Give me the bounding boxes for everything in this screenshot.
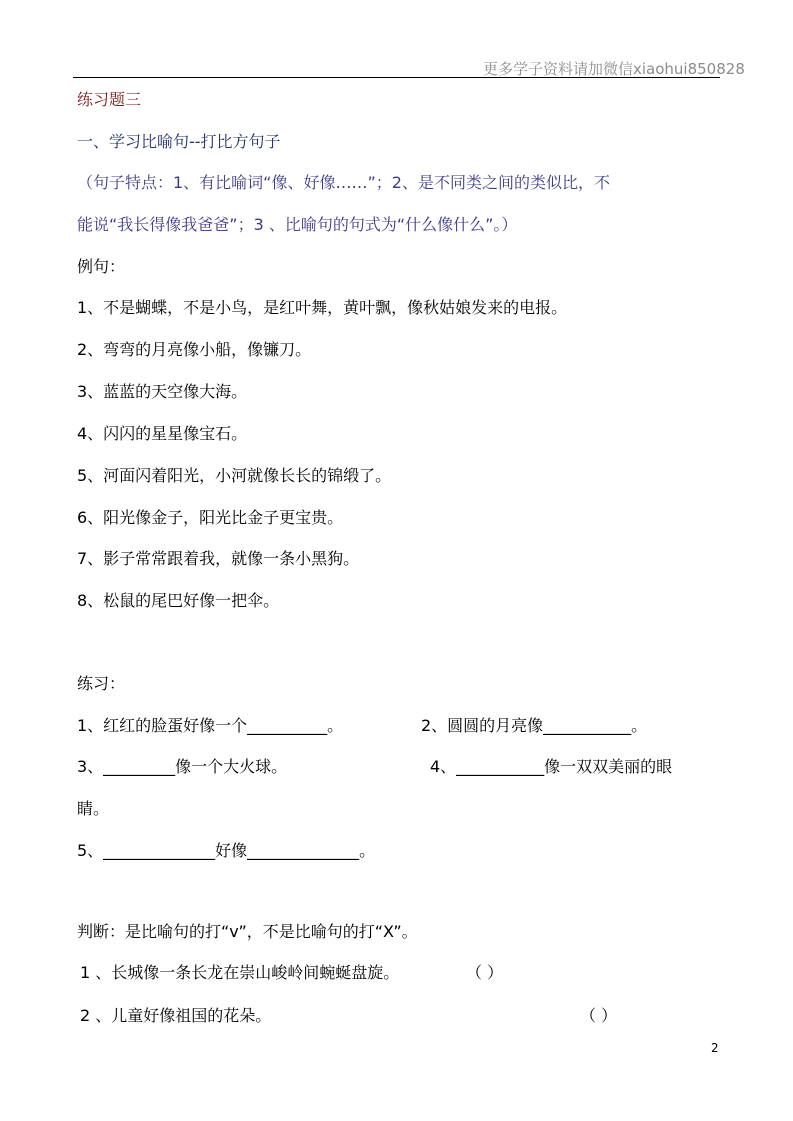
practice-q5: 5、______________好像______________。 bbox=[77, 841, 376, 860]
judge-item-blank: （ ） bbox=[466, 963, 504, 982]
example-item: 5、河面闪着阳光，小河就像长长的锦缎了。 bbox=[77, 466, 392, 485]
judge-item-text: 2 、儿童好像祖国的花朵。 bbox=[80, 1006, 272, 1025]
example-item: 3、蓝蓝的天空像大海。 bbox=[77, 382, 248, 401]
judge-item-text: 1 、长城像一条长龙在崇山峻岭间蜿蜒盘旋。 bbox=[80, 963, 400, 982]
intro-line-1: （句子特点：1、有比喻词“像、好像……”；2、是不同类之间的类似比，不 bbox=[77, 173, 610, 192]
example-item: 8、松鼠的尾巴好像一把伞。 bbox=[77, 591, 280, 610]
page-title: 练习题三 bbox=[77, 90, 142, 109]
header-note: 更多学子资料请加微信xiaohui850828 bbox=[483, 60, 745, 78]
judge-item-blank: （ ） bbox=[580, 1006, 618, 1025]
example-item: 6、阳光像金子，阳光比金子更宝贵。 bbox=[77, 508, 344, 527]
practice-q3: 3、_________像一个大火球。 bbox=[77, 757, 288, 776]
page-number: 2 bbox=[711, 1041, 719, 1055]
practice-q4-continued: 睛。 bbox=[77, 799, 110, 818]
example-item: 7、影子常常跟着我，就像一条小黑狗。 bbox=[77, 549, 360, 568]
example-item: 4、闪闪的星星像宝石。 bbox=[77, 424, 248, 443]
example-item: 1、不是蝴蝶，不是小鸟，是红叶舞，黄叶飘，像秋姑娘发来的电报。 bbox=[77, 298, 568, 317]
judge-instructions: 判断：是比喻句的打“v”，不是比喻句的打“X”。 bbox=[77, 922, 418, 941]
header-rule bbox=[73, 77, 720, 78]
practice-q2: 2、圆圆的月亮像___________。 bbox=[421, 716, 648, 735]
intro-line-2: 能说“我长得像我爸爸”；3 、比喻句的句式为“什么像什么”。） bbox=[77, 215, 518, 234]
section-heading: 一、学习比喻句--打比方句子 bbox=[77, 132, 281, 151]
example-item: 2、弯弯的月亮像小船，像镰刀。 bbox=[77, 340, 312, 359]
examples-label: 例句： bbox=[77, 257, 126, 276]
practice-label: 练习： bbox=[77, 674, 126, 693]
practice-q1: 1、红红的脸蛋好像一个__________。 bbox=[77, 716, 344, 735]
practice-q4: 4、___________像一双双美丽的眼 bbox=[430, 757, 673, 776]
